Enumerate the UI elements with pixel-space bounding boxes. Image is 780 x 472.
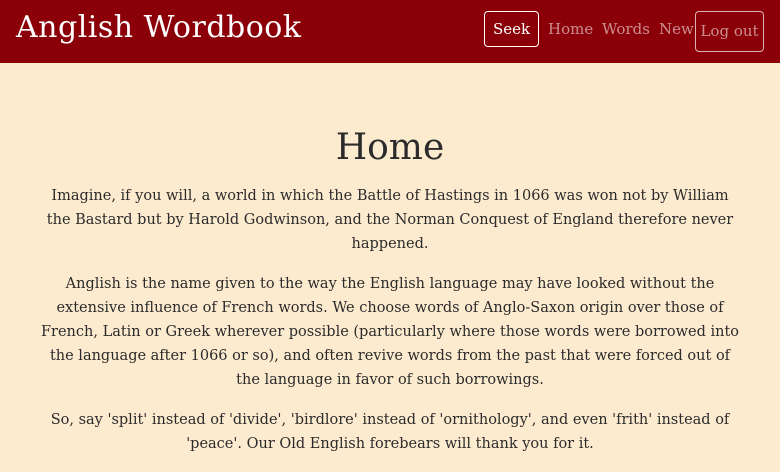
main-content: [40, 120, 740, 472]
page-title: Home: [335, 127, 445, 168]
description-paragraph: Anglish is the name given to the way the English language may have looked without the extensive influence of French words. We choose words of Anglo-Saxon origin over those of French, Latin or Greek wherever possible (particularly where those words were borrowed into the language after 1066 or so), and often revive words from the past that were forced out of the language in favor of such borrowings.: [40, 276, 740, 388]
examples-paragraph: So, say 'split' instead of 'divide', 'birdlore' instead of 'ornithology', and even 'frith' instead of 'peace'. Our Old English forebears will thank you for it.: [50, 412, 730, 452]
seek-button[interactable]: Seek: [484, 11, 539, 47]
nav-link-home[interactable]: Home: [548, 20, 594, 38]
nav-link-new[interactable]: New: [659, 20, 694, 38]
site-brand-link[interactable]: Anglish Wordbook: [16, 10, 302, 45]
logout-button[interactable]: Log out: [695, 11, 764, 52]
intro-paragraph: Imagine, if you will, a world in which the Battle of Hastings in 1066 was won not by William the Bastard but by Harold Godwinson, and the Norman Conquest of England therefore never happened.: [46, 188, 734, 252]
nav-link-words[interactable]: Words: [602, 20, 650, 38]
navbar: [0, 0, 780, 63]
